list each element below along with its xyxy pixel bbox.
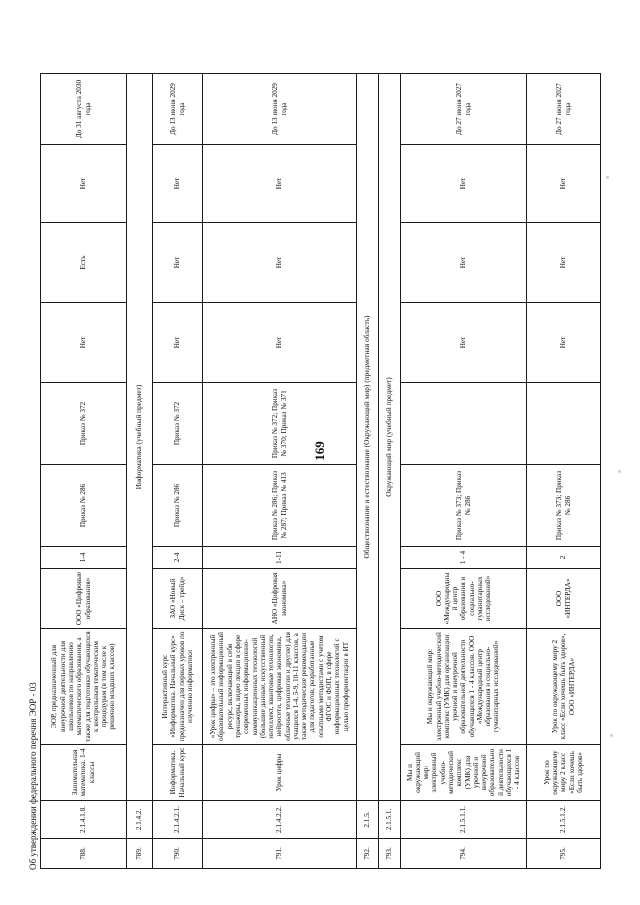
developer: ЗАО «Новый Диск – трейд»	[153, 569, 203, 629]
rotated-table-container	[40, 74, 600, 869]
table-row	[203, 74, 357, 869]
row-number: 788.	[41, 839, 127, 869]
resource-description: «Урок цифры» – это электронный образовательный информационный ресурс, включающий в себя тренажеры, видео лекции в сфере современных информационно-коммуникационных технологий (большие данные, искусственный интеллект, квантовые технологии, нейросети, цифровая экономика, облачные технологии и другие) для учащихся 1-4, 5-9, 10-11 классов, а также методические рекомендации для педагогов, разработанные опытными методистами с учетом ФГОС и ФОП, в сфере информационных технологий с целью профориентации в ИТ	[203, 629, 357, 745]
row-code: 2.1.4.2.1.	[153, 801, 203, 839]
table-row	[153, 74, 203, 869]
row-code: 2.1.5.1.2.	[527, 801, 601, 839]
criterion-3: Нет	[401, 145, 527, 223]
row-number: 791.	[203, 839, 357, 869]
grades: 1-11	[203, 547, 357, 569]
order-ref-1: Приказ № 286	[153, 465, 203, 547]
criterion-2: Нет	[153, 223, 203, 303]
row-number: 792.	[357, 839, 379, 869]
page-number: 169	[312, 441, 327, 461]
criterion-1: Нет	[527, 303, 601, 383]
grades: 2	[527, 547, 601, 569]
row-number: 793.	[379, 839, 401, 869]
row-code: 2.1.5.	[357, 801, 379, 839]
developer: ООО «ИНТЕРДА»	[527, 569, 601, 629]
criterion-1: Нет	[153, 303, 203, 383]
validity-term: До 13 июня 2029 года	[153, 74, 203, 145]
resource-description: Мы и окружающий мир: электронный учебно-методический комплекс (УМК) для организации урочной и внеурочной образовательной деятельности обучающихся 1 - 4 классов. ООО «Международный центр образования и социально-гуманитарных исследований»	[401, 629, 527, 745]
resource-description: Интерактивный курс «Информатика. Начальный курс» предназначен для первых уроков по изучению информатики	[153, 629, 203, 745]
eor-register-table	[40, 73, 601, 869]
grades: 1-4	[41, 547, 127, 569]
table-row	[527, 74, 601, 869]
table-row	[127, 74, 153, 869]
order-ref-2: Приказ № 372	[41, 383, 127, 465]
table-row	[41, 74, 127, 869]
footer-note: Об утверждении федерального перечня ЭОР - 03	[28, 682, 38, 870]
criterion-3: Нет	[153, 145, 203, 223]
criterion-2: Нет	[401, 223, 527, 303]
resource-name: Мы и окружающий мир: электронный учебно-методический комплекс (УМК) для урочной и внеурочной образовательной деятельности обучающихся 1 - 4 классов	[401, 745, 527, 801]
validity-term: До 27 июня 2027 года	[401, 74, 527, 145]
criterion-3: Нет	[203, 145, 357, 223]
row-code: 2.1.5.1.1.	[401, 801, 527, 839]
validity-term: До 27 июня 2027 года	[527, 74, 601, 145]
criterion-1: Нет	[401, 303, 527, 383]
section-heading: Окружающий мир (учебный предмет)	[379, 74, 401, 801]
order-ref-1: Приказ № 373; Приказ № 286	[527, 465, 601, 547]
developer: АНО «Цифровая экономика»	[203, 569, 357, 629]
scan-speck	[610, 734, 613, 737]
order-ref-1: Приказ № 286; Приказ № 287; Приказ № 413	[203, 465, 357, 547]
order-ref-1: Приказ № 286	[41, 465, 127, 547]
table-row	[357, 74, 379, 869]
order-ref-1: Приказ № 373; Приказ № 286	[401, 465, 527, 547]
criterion-1: Нет	[203, 303, 357, 383]
order-ref-2	[527, 383, 601, 465]
criterion-2: Нет	[203, 223, 357, 303]
validity-term: До 13 июня 2029 года	[203, 74, 357, 145]
section-heading: Информатика (учебный предмет)	[127, 74, 153, 801]
resource-description: Урок по окружающему миру 2 класс «Если хочешь быть здоров», ООО «ИНТЕРДА»	[527, 629, 601, 745]
section-heading: Обществознание и естествознание (Окружающий мир) (предметная область)	[357, 74, 379, 801]
row-number: 794.	[401, 839, 527, 869]
criterion-2: Нет	[527, 223, 601, 303]
order-ref-2	[401, 383, 527, 465]
resource-name: Урок цифры	[203, 745, 357, 801]
row-number: 790.	[153, 839, 203, 869]
order-ref-2: Приказ № 372; Приказ № 370; Приказ № 371	[203, 383, 357, 465]
scan-speck	[618, 470, 621, 473]
criterion-3: Нет	[41, 145, 127, 223]
criterion-2: Есть	[41, 223, 127, 303]
table-row	[401, 74, 527, 869]
criterion-3: Нет	[527, 145, 601, 223]
row-code: 2.1.4.1.8.	[41, 801, 127, 839]
row-code: 2.1.5.1.	[379, 801, 401, 839]
developer: ООО «Международный центр образования и социально-гуманитарных исследований»	[401, 569, 527, 629]
scan-speck	[606, 176, 609, 179]
criterion-1: Нет	[41, 303, 127, 383]
table-row	[379, 74, 401, 869]
grades: 1 - 4	[401, 547, 527, 569]
resource-name: Урок по окружающему миру 2 класс «Если хочешь быть здоров»	[527, 745, 601, 801]
row-number: 795.	[527, 839, 601, 869]
row-number: 789.	[127, 839, 153, 869]
resource-name: Занимательная математика. 1-4 классы	[41, 745, 127, 801]
resource-name: Информатика. Начальный курс	[153, 745, 203, 801]
order-ref-2: Приказ № 372	[153, 383, 203, 465]
grades: 2-4	[153, 547, 203, 569]
resource-description: ЭОР, предназначенный для внеурочной деятельности для школьников по направлению математического образования, а также для подготовки обучающихся к контрольным тематическим процедурам (в том числе к решению младших классов)	[41, 629, 127, 745]
row-code: 2.1.4.2.	[127, 801, 153, 839]
validity-term: До 31 августа 2030 года	[41, 74, 127, 145]
row-code: 2.1.4.2.2.	[203, 801, 357, 839]
developer: ООО «Цифровые образования»	[41, 569, 127, 629]
